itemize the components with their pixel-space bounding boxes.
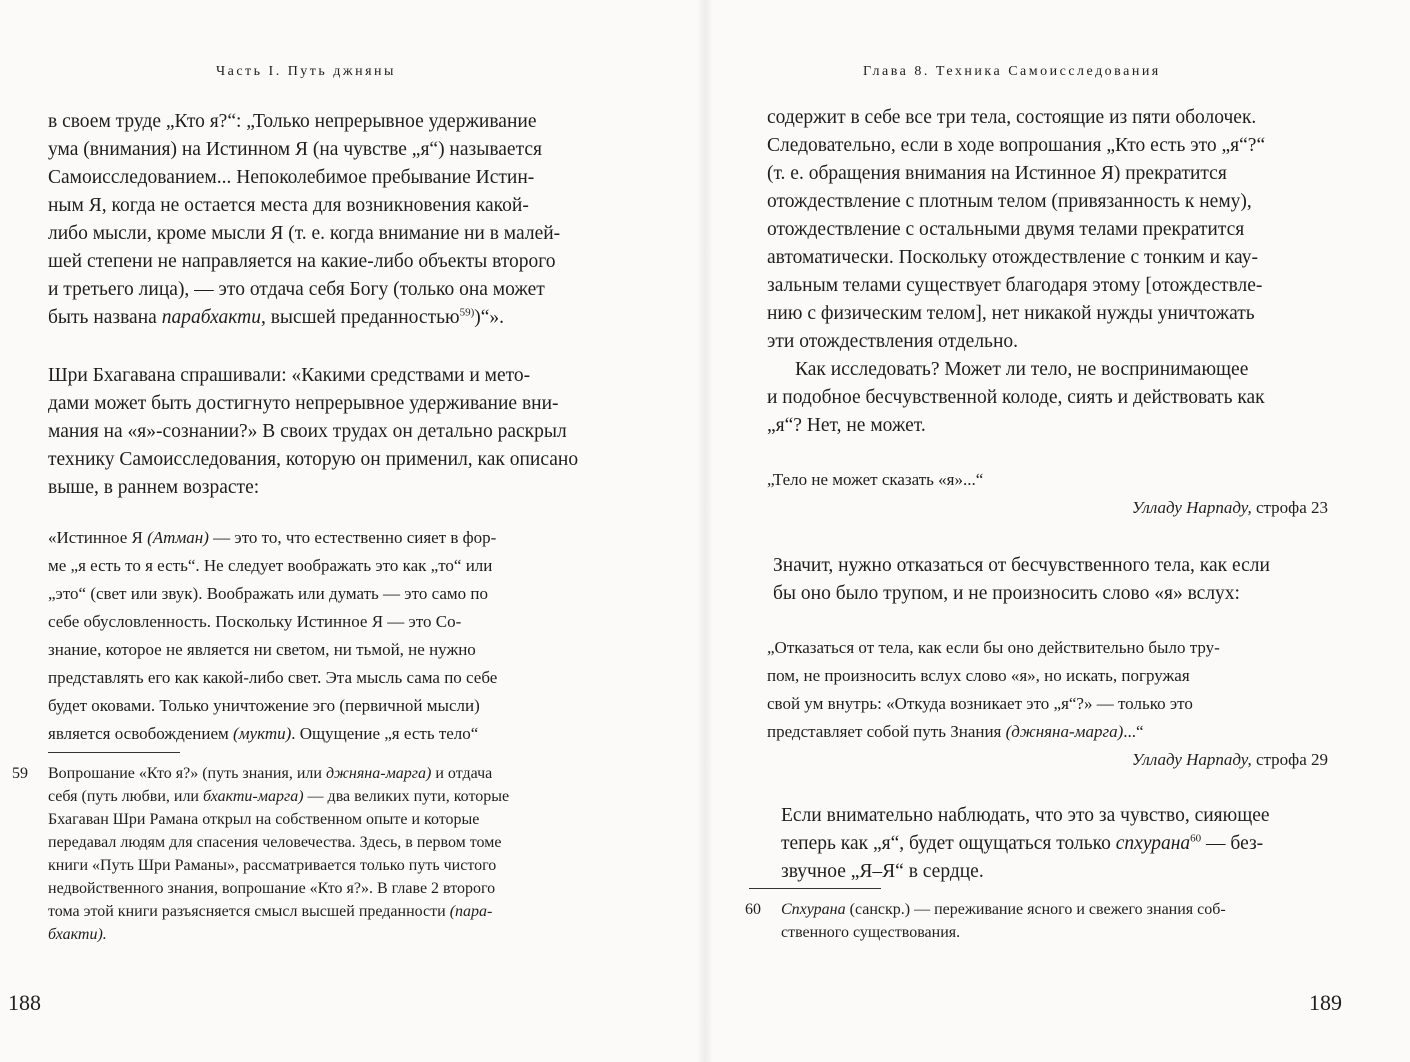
footnote-line: себя (путь любви, или бхакти-марга) — два великих пути, которые (48, 788, 510, 805)
text-line: ным Я, когда не остается места для возникновения какой- (48, 195, 529, 216)
text-line: технику Самоисследования, которую он применил, как описано (48, 449, 579, 470)
text-line: выше, в раннем возрасте: (48, 477, 260, 498)
text-line: отождествление с плотным телом (привязанность к нему), (767, 191, 1252, 212)
text-line: содержит в себе все три тела, состоящие из пяти оболочек. (767, 107, 1257, 128)
quote-line: пом, не произносить вслух слово «я», но искать, погружая (767, 666, 1190, 685)
footnote-rule (749, 888, 881, 889)
footnote-line: книги «Путь Шри Раманы», рассматривается только путь чистого (48, 857, 497, 874)
footnote-number: 59 (12, 765, 28, 782)
footnote-line: передавал людям для спасения человечества. Здесь, в первом томе (48, 834, 502, 851)
quote-line: будет оковами. Только уничтожение эго (первичной мысли) (48, 696, 480, 715)
quote-source-29: Улладу Нарпаду, строфа 29 (1131, 750, 1328, 769)
quote-line: представлять его как какой-либо свет. Эта мысль сама по себе (48, 668, 498, 687)
footnote-line: бхакти). (48, 926, 107, 943)
text-line: быть названа парабхакти, высшей преданностью$^{59)}$)“». (48, 306, 505, 328)
text-line: эти отождествления отдельно. (767, 331, 1019, 352)
footnote-line: Спхурана (санскр.) — переживание ясного и свежего знания соб- (781, 901, 1226, 918)
text-line: нию с физическим телом], нет никакой нужды уничтожать (767, 303, 1255, 324)
text-line: зальным телами существует благодаря этому [отождествле- (767, 275, 1263, 296)
text-line: „я“? Нет, не может. (767, 415, 926, 436)
footnote-rule (48, 752, 180, 753)
running-head-right: Глава 8. Техника Самоисследования (863, 64, 1161, 79)
footnote-line: Бхагаван Шри Рамана открыл на собственном опыте и которые (48, 811, 480, 828)
quote-line: „это“ (свет или звук). Воображать или думать — это само по (48, 584, 488, 603)
text-line: бы оно было трупом, и не произносить слово «я» вслух: (773, 583, 1240, 604)
quote-line: „Отказаться от тела, как если бы оно действительно было тру- (767, 638, 1220, 657)
footnote-line: Вопрошание «Кто я?» (путь знания, или джняна-марга) и отдача (48, 765, 493, 782)
quote-source-23: Улладу Нарпаду, строфа 23 (1131, 498, 1328, 517)
footnote-ref-60: 60 (1190, 832, 1202, 845)
quote-line: представляет собой путь Знания (джняна-марга)...“ (767, 722, 1144, 741)
text-line: в своем труде „Кто я?“: „Только непрерывное удерживание (48, 111, 537, 132)
text-line: Значит, нужно отказаться от бесчувственного тела, как если (773, 555, 1270, 576)
footnote-number: 60 (745, 901, 761, 918)
text-line: либо мысли, кроме мысли Я (т. е. когда внимание ни в малей- (48, 223, 561, 244)
text-line: и третьего лица), — это отдача себя Богу (только она может (48, 279, 545, 300)
text-line: мания на «я»-сознании?» В своих трудах он детально раскрыл (48, 421, 567, 442)
page-number-right: 189 (1309, 990, 1342, 1015)
footnote-line: тома этой книги разъясняется смысл высшей преданности (пара- (48, 903, 493, 920)
text-line: (т. е. обращения внимания на Истинное Я) прекратится (767, 163, 1227, 184)
page-number-left: 188 (8, 990, 41, 1015)
quote-line: свой ум внутрь: «Откуда возникает это „я“?» — только это (767, 694, 1193, 713)
text-line: и подобное бесчувственной колоде, сиять и действовать как (767, 387, 1265, 408)
text-line: Если внимательно наблюдать, что это за чувство, сияющее (781, 805, 1270, 826)
text-line: ума (внимания) на Истинном Я (на чувстве „я“) называется (48, 139, 542, 160)
quote-line: себе обусловленность. Поскольку Истинное Я — это Со- (48, 612, 462, 631)
quote-line: знание, которое не является ни светом, ни тьмой, не нужно (48, 640, 476, 659)
quote-line: «Истинное Я (Атман) — это то, что естественно сияет в фор- (48, 528, 497, 547)
text-line: Шри Бхагавана спрашивали: «Какими средствами и мето- (48, 365, 531, 386)
text-line: автоматически. Поскольку отождествление с тонким и кау- (767, 247, 1258, 268)
text-line: отождествление с остальными двумя телами прекратится (767, 219, 1245, 240)
right-page (705, 0, 1410, 1062)
footnote-ref-59: 59) (459, 306, 475, 319)
quote-line: ме „я есть то я есть“. Не следует воображать это как „то“ или (48, 556, 493, 575)
text-line: Как исследовать? Может ли тело, не воспринимающее (795, 359, 1249, 380)
quote-line: является освобождением (мукти). Ощущение „я есть тело“ (48, 724, 479, 743)
footnote-line: ственного существования. (781, 924, 961, 941)
text-line: Самоисследованием... Непоколебимое пребывание Истин- (48, 167, 535, 188)
quote-ulladu-23: „Тело не может сказать «я»...“ (767, 470, 984, 489)
text-line: дами может быть достигнуто непрерывное удерживание вни- (48, 393, 559, 414)
running-head-left: Часть I. Путь джняны (216, 64, 396, 79)
text-line: звучное „Я–Я“ в сердце. (781, 861, 984, 882)
text-line: шей степени не направляется на какие-либо объекты второго (48, 251, 556, 272)
text-line: теперь как „я“, будет ощущаться только спхурана$^{60}$ — без- (781, 832, 1264, 854)
footnote-line: недвойственного знания, вопрошание «Кто я?». В главе 2 второго (48, 880, 496, 897)
text-line: Следовательно, если в ходе вопрошания „Кто есть это „я“?“ (767, 135, 1266, 156)
